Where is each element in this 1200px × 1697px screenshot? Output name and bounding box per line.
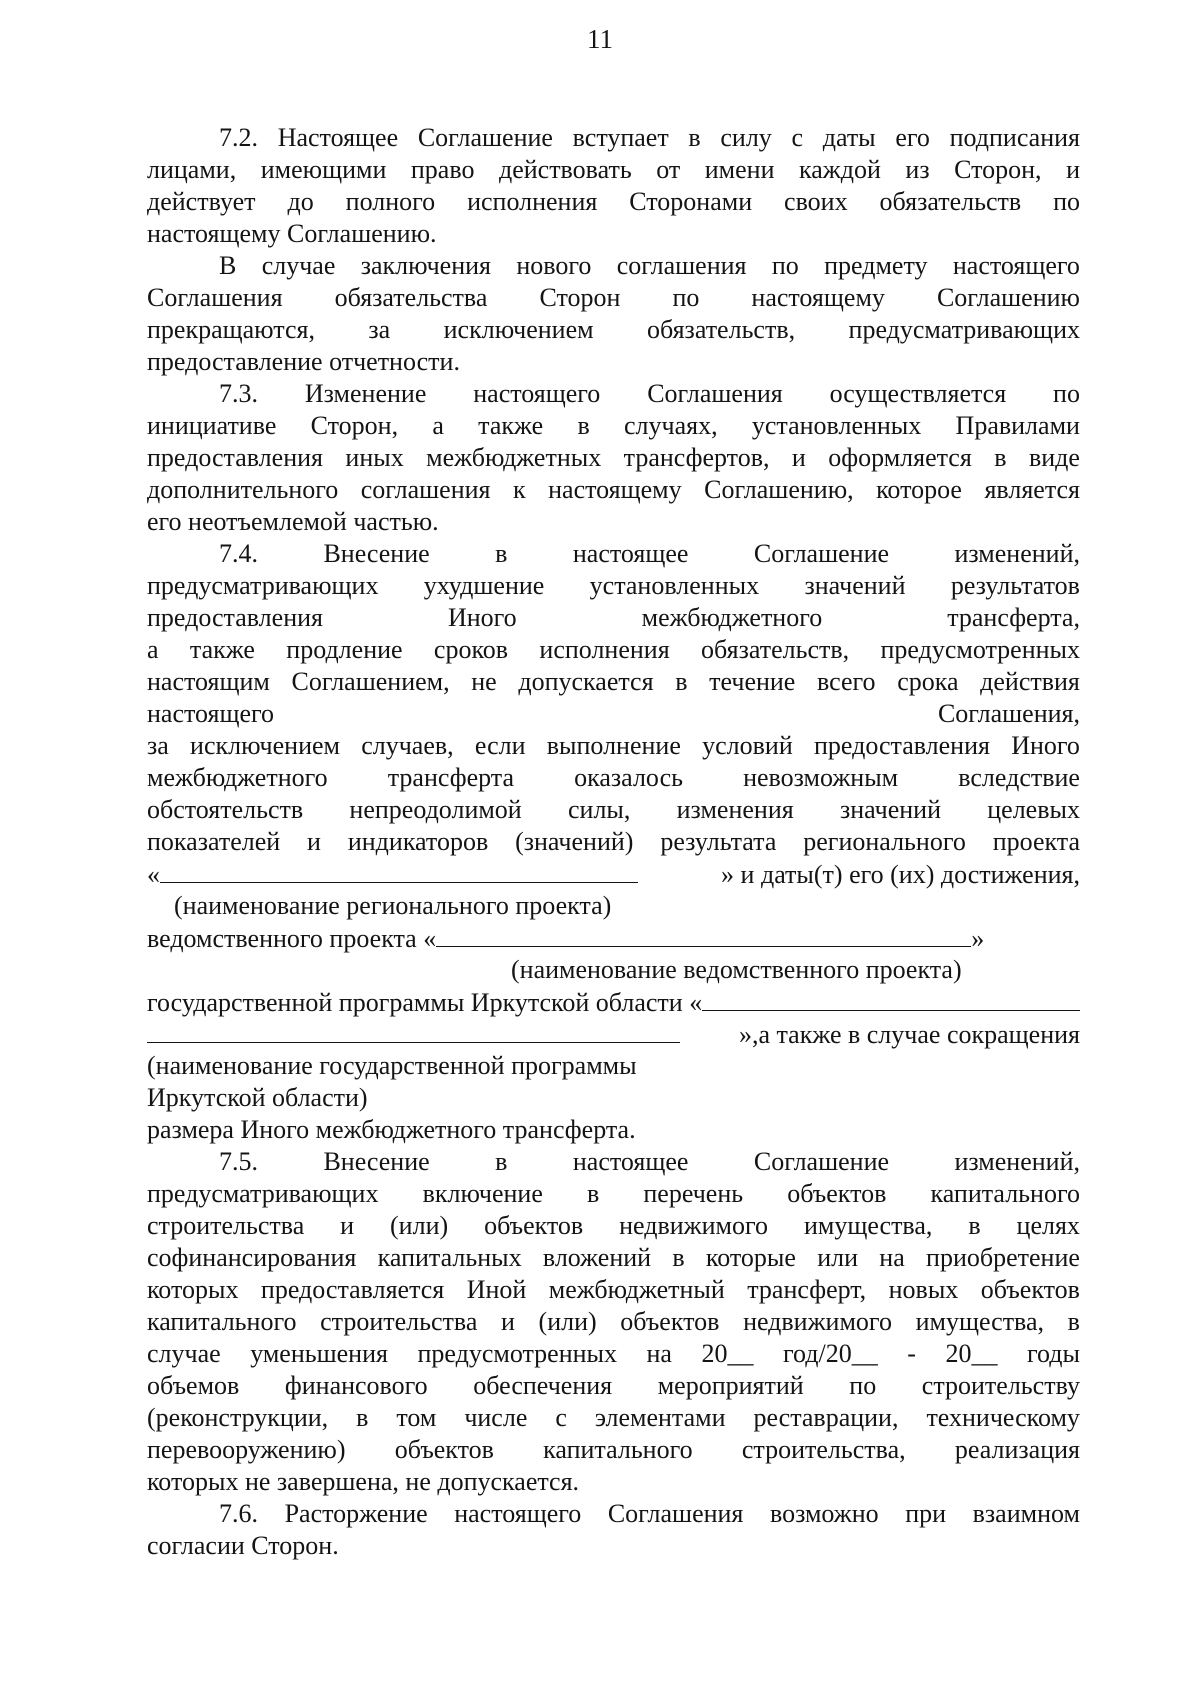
clause-7-4-line: обстоятельств непреодолимой силы, изменения значений целевых: [147, 795, 1080, 824]
clause-7-4-line: за исключением случаев, если выполнение условий предоставления Иного: [147, 731, 1080, 760]
clause-7-4-line: межбюджетного трансферта оказалось невозможным вследствие: [147, 763, 1080, 792]
clause-7-5-line: капитального строительства и (или) объектов недвижимого имущества, в: [147, 1307, 1080, 1336]
clause-7-6-line: согласии Сторон.: [147, 1531, 339, 1560]
regional-project-fill-line: [147, 858, 1080, 890]
clause-7-4-line: а также продление сроков исполнения обязательств, предусмотренных: [147, 635, 1080, 664]
clause-7-2-continued-line: прекращаются, за исключением обязательств, предусматривающих: [147, 315, 1080, 344]
departmental-project-caption-text: (наименование ведомственного проекта): [511, 955, 962, 984]
clause-7-3-line: инициативе Сторон, а также в случаях, установленных Правилами: [147, 411, 1080, 440]
clause-7-4-line: 7.4. Внесение в настоящее Соглашение изменений,: [219, 539, 1080, 568]
clause-7-4-line: настоящего Соглашения,: [147, 699, 1080, 728]
state-program-blank: [702, 986, 1080, 1011]
document-body: [147, 122, 1080, 1562]
clause-7-4-line: предоставления Иного межбюджетного трансферта,: [147, 603, 1080, 632]
clause-7-5-line: (реконструкции, в том числе с элементами реставрации, техническому: [147, 1403, 1080, 1432]
clause-7-5-line: софинансирования капитальных вложений в которые или на приобретение: [147, 1243, 1080, 1272]
clause-7-2-line: лицами, имеющими право действовать от имени каждой из Сторон, и: [147, 155, 1080, 184]
state-program-blank-2: [147, 1018, 680, 1043]
clause-7-3-line: 7.3. Изменение настоящего Соглашения осуществляется по: [219, 379, 1080, 408]
clause-7-5-line: которых предоставляется Иной межбюджетный трансферт, новых объектов: [147, 1275, 1080, 1304]
clause-7-4-closing-line: [147, 1114, 1080, 1146]
state-program-caption-text-2: Иркутской области): [147, 1083, 368, 1112]
clause-7-2-continued-line: В случае заключения нового соглашения по предмету настоящего: [219, 251, 1080, 280]
regional-project-caption-text: (наименование регионального проекта): [174, 891, 612, 920]
state-program-label: государственной программы Иркутской области «: [147, 988, 703, 1017]
clause-7-5-line: случае уменьшения предусмотренных на 20__ год/20__ - 20__ годы: [147, 1339, 1080, 1368]
clause-7-4-closing-text: размера Иного межбюджетного трансферта.: [147, 1115, 636, 1144]
clause-7-2-line: настоящему Соглашению.: [147, 219, 437, 248]
clause-7-4-line: настоящим Соглашением, не допускается в течение всего срока действия: [147, 667, 1080, 696]
clause-7-2-line: действует до полного исполнения Сторонами своих обязательств по: [147, 187, 1080, 216]
departmental-project-blank: [436, 922, 971, 947]
clause-7-2-line: 7.2. Настоящее Соглашение вступает в силу с даты его подписания: [219, 123, 1080, 152]
clause-7-5-line: перевооружению) объектов капитального строительства, реализация: [147, 1435, 1080, 1464]
clause-7-3-line: его неотъемлемой частью.: [147, 507, 439, 536]
departmental-project-caption: [147, 954, 1080, 986]
clause-7-5-line: объемов финансового обеспечения мероприятий по строительству: [147, 1371, 1080, 1400]
open-quote: «: [147, 860, 160, 889]
clause-7-2-continued-line: Соглашения обязательства Сторон по настоящему Соглашению: [147, 283, 1080, 312]
close-quote: »: [971, 924, 985, 953]
regional-project-caption: [147, 890, 1080, 922]
state-program-caption-2: [147, 1082, 1080, 1114]
clause-7-5-line: предусматривающих включение в перечень объектов капитального: [147, 1179, 1080, 1208]
state-program-fill-line-2: [147, 1018, 1080, 1050]
clause-7-3-line: дополнительного соглашения к настоящему Соглашению, которое является: [147, 475, 1080, 504]
state-program-fill-line: [147, 986, 1080, 1018]
clause-7-2-continued-line: предоставление отчетности.: [147, 347, 460, 376]
clause-7-4-line: предусматривающих ухудшение установленных значений результатов: [147, 571, 1080, 600]
regional-project-blank: [160, 858, 638, 883]
state-program-caption-text: (наименование государственной программы: [147, 1051, 637, 1080]
clause-7-4-line: показателей и индикаторов (значений) результата регионального проекта: [147, 827, 1080, 856]
regional-project-tail: » и даты(т) его (их) достижения,: [721, 860, 1080, 889]
clause-7-3-line: предоставления иных межбюджетных трансфертов, и оформляется в виде: [147, 443, 1080, 472]
clause-7-5-line: 7.5. Внесение в настоящее Соглашение изменений,: [219, 1147, 1080, 1176]
page-number: 11: [587, 24, 613, 54]
state-program-tail: »,а также в случае сокращения: [738, 1020, 1080, 1049]
clause-7-5-line: строительства и (или) объектов недвижимого имущества, в целях: [147, 1211, 1080, 1240]
state-program-caption-1: [147, 1050, 1080, 1082]
clause-7-5-line: которых не завершена, не допускается.: [147, 1467, 580, 1496]
departmental-project-fill-line: [147, 922, 1080, 954]
clause-7-6-line: 7.6. Расторжение настоящего Соглашения возможно при взаимном: [219, 1499, 1080, 1528]
departmental-project-label: ведомственного проекта «: [147, 924, 437, 953]
